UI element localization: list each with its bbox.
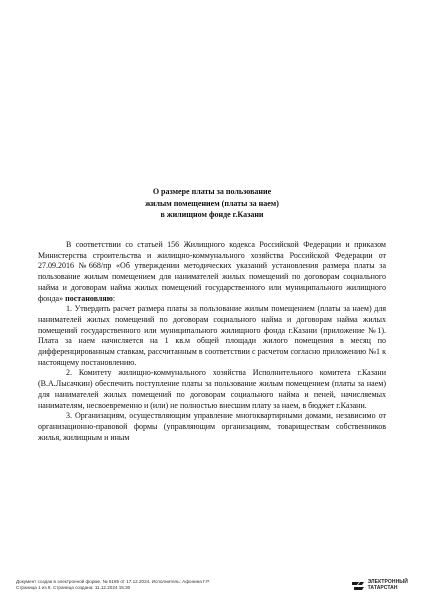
- logo-line-1: ЭЛЕКТРОННЫЙ: [367, 579, 408, 586]
- paragraph-2: 2. Комитету жилищно-коммунального хозяйства Исполнительного комитета г.Казани (В.А.Лысачкин) обеспечить поступление платы за пользование жилым помещением (платы за наем) для нанимателей жилых помещений по договорам социального найма и пеней, начисляемых нанимателям, несвоевременно и (или) не полностью внесшим плату за наем, в бюджет г.Казани.: [38, 368, 386, 410]
- paragraph-1: 1. Утвердить расчет размера платы за пользование жилым помещением (платы за наем) для нанимателей жилых помещений по договорам социального найма и договорам найма жилых помещений государственного или муниципального жилищного фонда г.Казани (приложение №1). Плата за наем начисляется на 1 кв.м общей площади жилого помещения в месяц по дифференцированным ставкам, рассчитанным в соответствии с расчетом согласно приложению №1 к настоящему постановлению.: [38, 304, 386, 367]
- paragraph-3: 3. Организациям, осуществляющим управление многоквартирными домами, независимо от организационно-правовой формы (управляющим организациям, товариществам собственников жилья, жилищным и иным: [38, 411, 386, 442]
- document-title: [0, 186, 424, 221]
- logo-mark-icon: [351, 580, 365, 592]
- electronic-tatarstan-logo: [351, 579, 408, 593]
- document-body: [38, 240, 386, 443]
- preamble-text: В соответствии со статьей 156 Жилищного кодекса Российской Федерации и приказом Министерства строительства и жилищно-коммунального хозяйства Российской Федерации от 27.09.2016 №668/пр «Об утверждении методических указаний установления размера платы за пользование жилым помещением для нанимателей жилых помещений по договорам социального найма и договорам найма жилых помещений государственного или муниципального жилищного фонда»: [38, 240, 386, 303]
- page-footer: [16, 579, 408, 595]
- footer-text: [16, 579, 210, 591]
- logo-text: [368, 580, 408, 591]
- title-line-3: в жилищном фонде г.Казани: [160, 210, 264, 219]
- logo-line-2: ТАТАРСТАН: [367, 585, 398, 591]
- preamble-keyword: постановляю: [65, 293, 113, 303]
- footer-line-2: Страница 1 из 8. Страница создана: 11.12.2024 15:30: [16, 585, 131, 591]
- title-line-2: жилым помещением (платы за наем): [145, 198, 279, 208]
- preamble-end: :: [112, 293, 116, 303]
- title-line-1: О размере платы за пользование: [152, 187, 272, 196]
- preamble-paragraph: [38, 240, 386, 304]
- footer-line-1: Документ создан в электронной форме. № 5185 от 17.12.2024. Исполнитель: Афонина Г.Р.: [16, 579, 210, 584]
